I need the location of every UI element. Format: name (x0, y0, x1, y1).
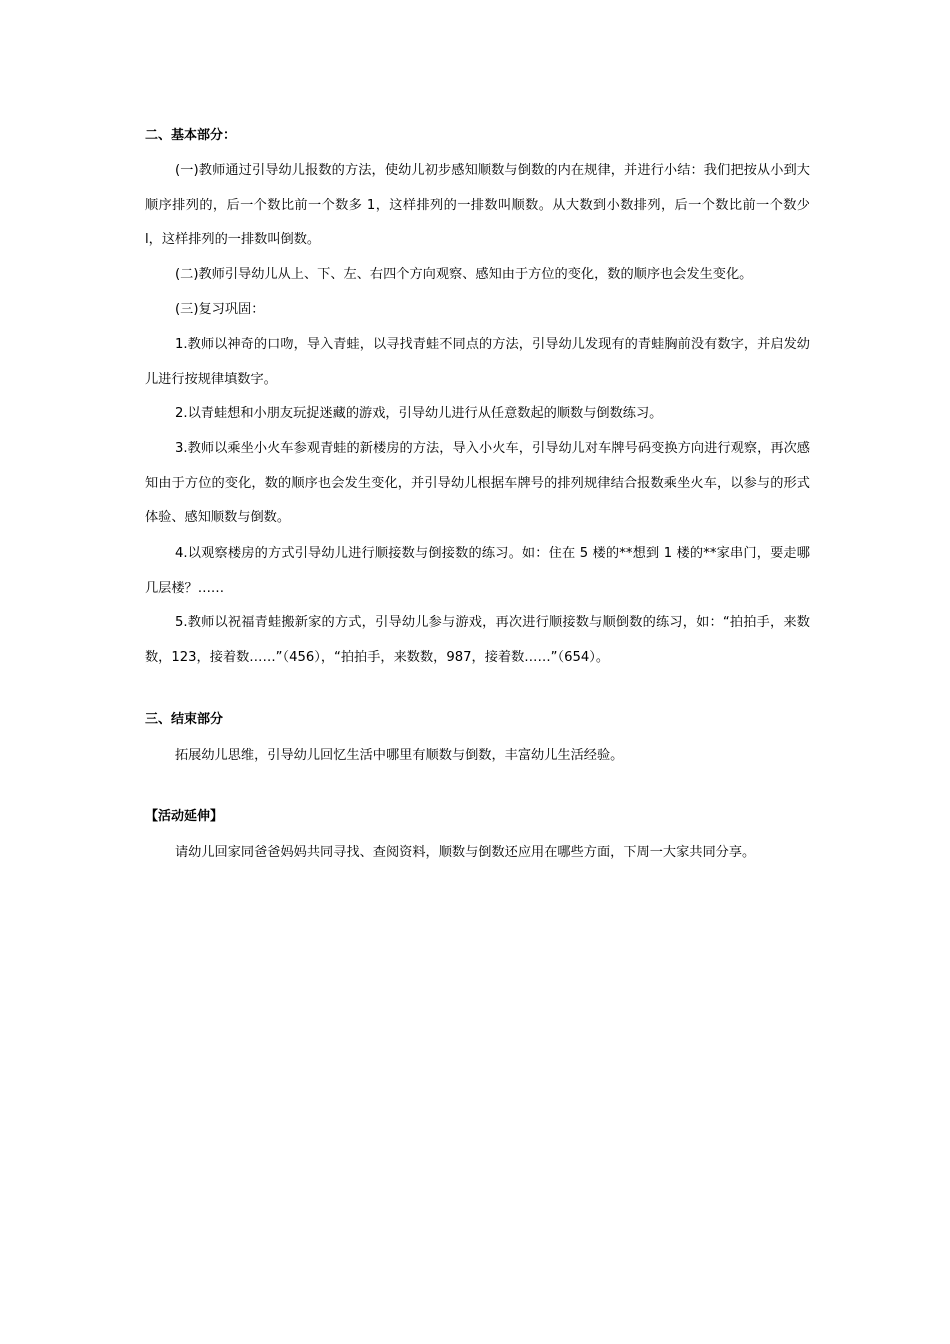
paragraph-method-1: (一)教师通过引导幼儿报数的方法，使幼儿初步感知顺数与倒数的内在规律，并进行小结：我们把按从小到大顺序排列的，后一个数比前一个数多 1，这样排列的一排数叫顺数。从大数到小数排列，后一个数比前一个数少 l，这样排列的一排数叫倒数。 (145, 163, 810, 247)
list-item-4: 4.以观察楼房的方式引导幼儿进行顺接数与倒接数的练习。如：住在 5 楼的**想到 1 楼的**家串门，要走哪几层楼？…… (145, 546, 810, 596)
list-item-1: 1.教师以神奇的口吻，导入青蛙，以寻找青蛙不同点的方法，引导幼儿发现有的青蛙胸前没有数字，并启发幼儿进行按规律填数字。 (145, 337, 810, 387)
section-heading-extension: 【活动延伸】 (145, 809, 224, 824)
section-heading-ending: 三、结束部分 (145, 712, 224, 727)
section-heading-basic: 二、基本部分： (145, 128, 237, 143)
paragraph-method-2: (二)教师引导幼儿从上、下、左、右四个方向观察、感知由于方位的变化，数的顺序也会发生变化。 (175, 267, 753, 282)
list-item-3: 3.教师以乘坐小火车参观青蛙的新楼房的方法，导入小火车，引导幼儿对车牌号码变换方向进行观察，再次感知由于方位的变化，数的顺序也会发生变化，并引导幼儿根据车牌号的排列规律结合报数乘坐火车，以参与的形式体验、感知顺数与倒数。 (145, 441, 810, 525)
paragraph-ending: 拓展幼儿思维，引导幼儿回忆生活中哪里有顺数与倒数，丰富幼儿生活经验。 (175, 748, 624, 763)
paragraph-review-title: (三)复习巩固： (175, 302, 265, 317)
paragraph-extension: 请幼儿回家同爸爸妈妈共同寻找、查阅资料，顺数与倒数还应用在哪些方面，下周一大家共同分享。 (175, 845, 756, 860)
list-item-5: 5.教师以祝福青蛙搬新家的方式，引导幼儿参与游戏，再次进行顺接数与顺倒数的练习，如：“拍拍手，来数数，123，接着数……”（456），“拍拍手，来数数，987，接着数……”（654）。 (145, 615, 810, 665)
list-item-2: 2.以青蛙想和小朋友玩捉迷藏的游戏，引导幼儿进行从任意数起的顺数与倒数练习。 (175, 406, 663, 421)
